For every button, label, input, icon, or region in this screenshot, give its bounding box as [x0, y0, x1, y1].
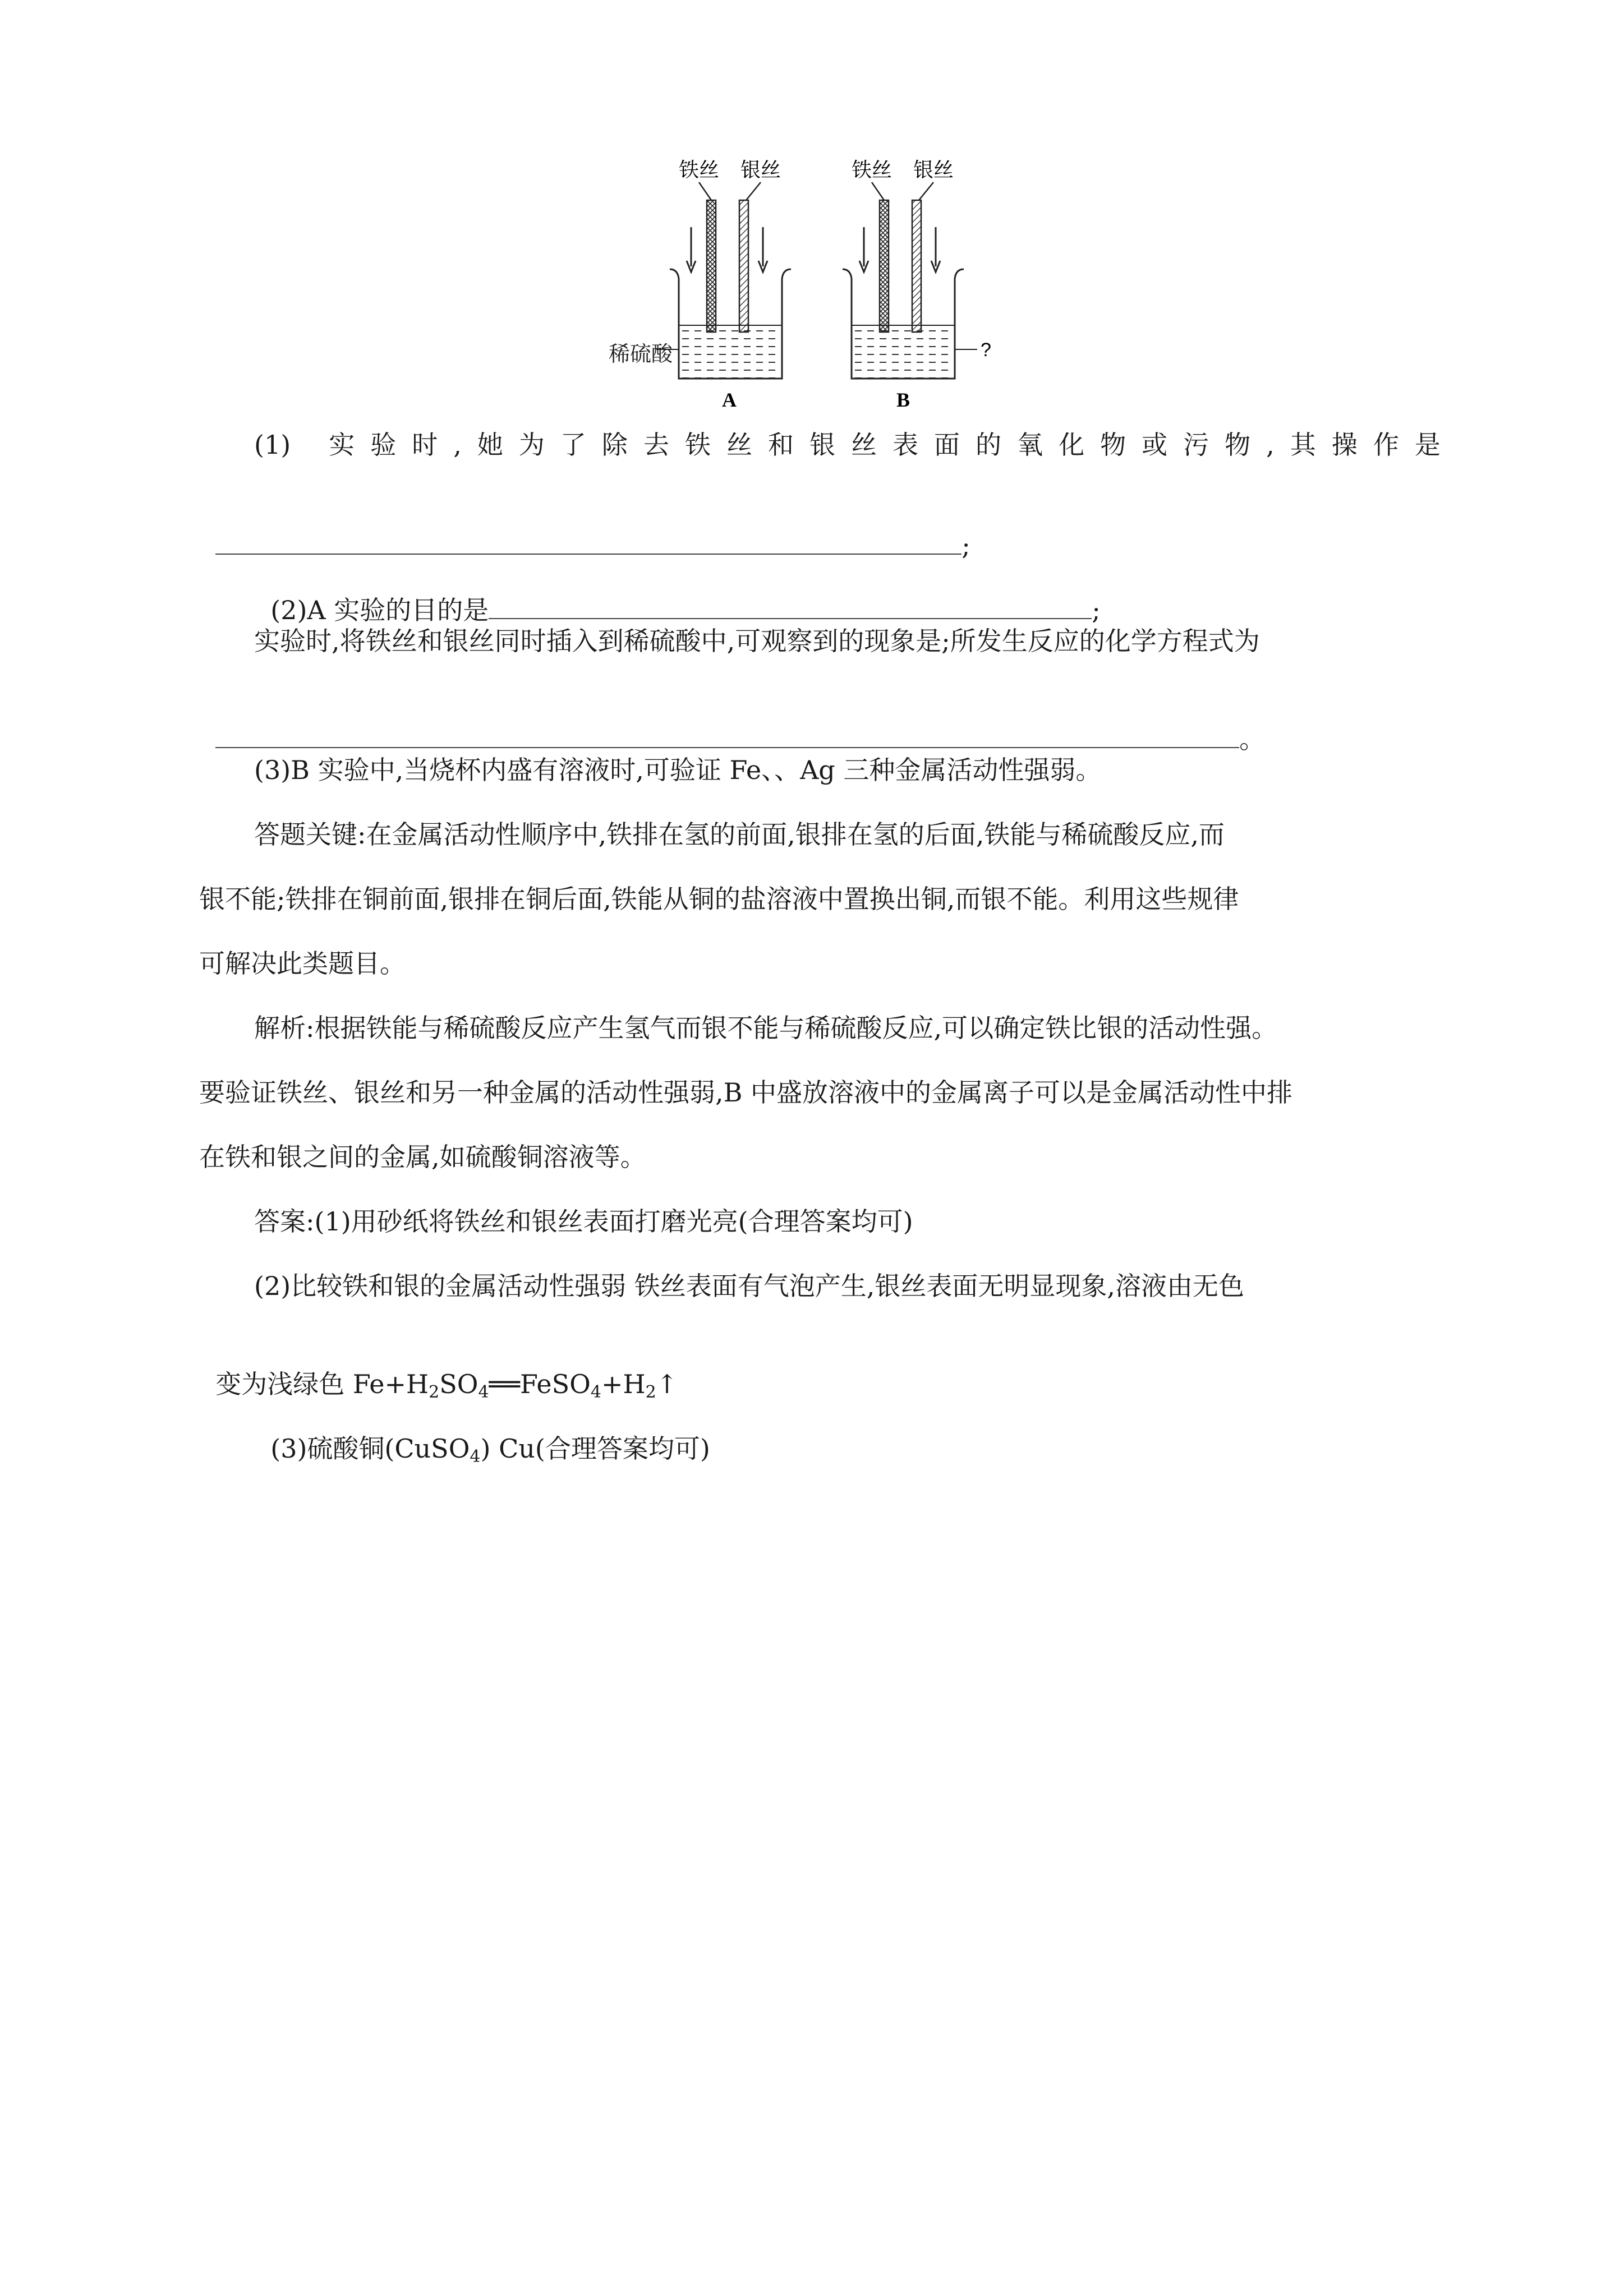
- question-mark-label: ?: [981, 339, 991, 361]
- experiment-figure: [656, 154, 1027, 418]
- analysis-line-1: 解析:根据铁能与稀硫酸反应产生氢气而银不能与稀硫酸反应,可以确定铁比银的活动性强。: [254, 1013, 1278, 1043]
- answer-line-4: (3)硫酸铜(CuSO$_4$) Cu(合理答案均可): [270, 1433, 710, 1467]
- question-1-number: (1): [254, 430, 291, 460]
- question-3-line: (3)B 实验中,当烧杯内盛有溶液时,可验证 Fe、、Ag 三种金属活动性强弱。: [254, 755, 1102, 785]
- arrow-down-icon: [687, 227, 696, 272]
- question-2-equation-line: 。: [199, 689, 1439, 756]
- silver-wire-a: [739, 200, 748, 332]
- arrow-down-icon: [931, 227, 940, 272]
- beaker-b: [843, 158, 991, 411]
- beaker-a: [656, 158, 791, 411]
- silver-wire-label-b: 银丝: [913, 158, 954, 181]
- question-2-line: (2)A 实验的目的是 ;: [254, 560, 1494, 627]
- question-2-prefix: (2)A 实验的目的是: [270, 595, 489, 625]
- acid-label: 稀硫酸: [609, 343, 673, 366]
- key-line-3: 可解决此类题目。: [199, 948, 406, 979]
- question-1-answer-line: ;: [199, 495, 1439, 563]
- iron-wire-label-a: 铁丝: [679, 158, 720, 181]
- analysis-line-2: 要验证铁丝、银丝和另一种金属的活动性强弱,B 中盛放溶液中的金属离子可以是金属活动性中排: [199, 1077, 1293, 1108]
- solution-liquid-b: [853, 325, 954, 379]
- key-line-1: 答题关键:在金属活动性顺序中,铁排在氢的前面,银排在氢的后面,铁能与稀硫酸反应,而: [254, 819, 1225, 850]
- iron-wire-b: [880, 200, 889, 332]
- arrow-down-icon: [758, 227, 767, 272]
- answer-blank-1[interactable]: [215, 529, 961, 555]
- question-1-line: (1) 实 验 时 , 她 为 了 除 去 铁 丝 和 银 丝 表 面 的 氧 化 物 或 污 物 , 其 操 作 是: [254, 428, 1441, 462]
- question-2-observation: 实验时,将铁丝和银丝同时插入到稀硫酸中,可观察到的现象是;所发生反应的化学方程式为: [254, 626, 1260, 656]
- beaker-a-label: A: [722, 389, 737, 411]
- answer-blank-2b[interactable]: [215, 722, 1239, 748]
- chemical-equation: $Fe+H_2SO_4══FeSO_4+H_2↑$: [352, 1369, 678, 1402]
- answer-line-1: 答案:(1)用砂纸将铁丝和银丝表面打磨光亮(合理答案均可): [254, 1206, 913, 1237]
- iron-wire-a: [707, 200, 716, 332]
- answer-blank-2a[interactable]: [489, 593, 1092, 619]
- silver-wire-label-a: 银丝: [740, 158, 781, 181]
- iron-wire-label-b: 铁丝: [852, 158, 892, 181]
- answer-line-2: (2)比较铁和银的金属活动性强弱 铁丝表面有气泡产生,银丝表面无明显现象,溶液由无色: [254, 1271, 1245, 1301]
- beaker-b-label: B: [896, 389, 910, 411]
- silver-wire-b: [912, 200, 921, 332]
- arrow-down-icon: [859, 227, 868, 272]
- acid-liquid-a: [680, 325, 781, 379]
- key-line-2: 银不能;铁排在铜前面,银排在铜后面,铁能从铜的盐溶液中置换出铜,而银不能。利用这些规律: [199, 884, 1239, 914]
- analysis-line-3: 在铁和银之间的金属,如硫酸铜溶液等。: [199, 1142, 646, 1172]
- answer-line-3: 变为浅绿色 $Fe+H_2SO_4══FeSO_4+H_2↑$: [215, 1369, 678, 1402]
